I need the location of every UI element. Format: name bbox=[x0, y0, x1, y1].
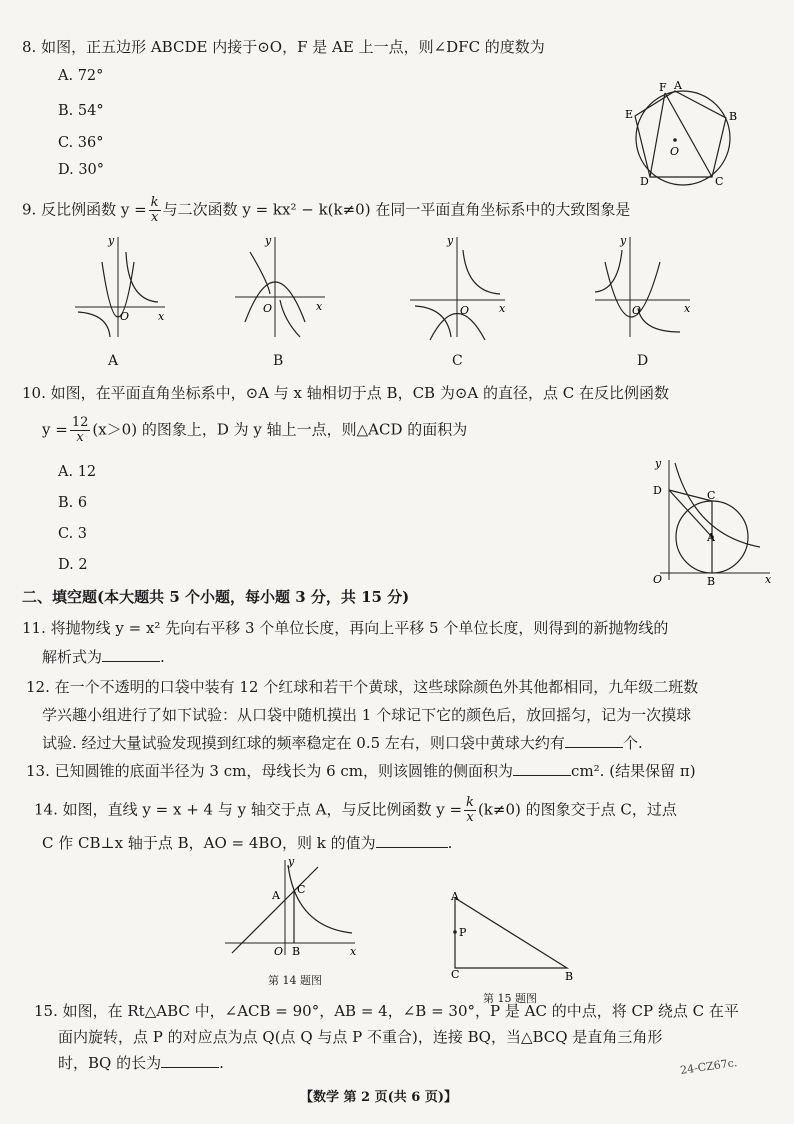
section-fill-in-heading: 二、填空题(本大题共 5 个小题，每小题 3 分，共 15 分) bbox=[22, 588, 410, 606]
q15-line2: 面内旋转，点 P 的对应点为点 Q(点 Q 与点 P 不重合)，连接 BQ，当△BCQ 是直角三角形 bbox=[58, 1028, 663, 1046]
q9b-axis-y: y bbox=[265, 234, 272, 247]
q12-answer-blank[interactable] bbox=[565, 733, 623, 748]
q9-fraction bbox=[149, 196, 161, 225]
q15-label-b: B bbox=[565, 970, 574, 983]
q9-graph-c bbox=[405, 232, 515, 342]
q10-label-d: D bbox=[653, 484, 662, 497]
q14-line1-post: (k≠0) 的图象交于点 C，过点 bbox=[477, 800, 677, 819]
q13-unit: cm². (结果保留 π) bbox=[571, 762, 696, 780]
q15-line1: 15. 如图，在 Rt△ABC 中，∠ACB = 90°，AB = 4，∠B = 30°，P 是 AC 的中点，将 CP 绕点 C 在平 bbox=[34, 1002, 739, 1020]
q13-answer-blank[interactable] bbox=[513, 761, 571, 776]
q12-line3-end: 个. bbox=[622, 734, 643, 752]
q9-label-d: D bbox=[637, 353, 649, 369]
q9d-origin: O bbox=[632, 304, 642, 317]
q8-label-a: A bbox=[674, 79, 682, 92]
q15-figure bbox=[445, 890, 585, 983]
q10-label-o: O bbox=[653, 573, 663, 586]
q9-graph-b bbox=[230, 232, 330, 342]
q14-answer-blank[interactable] bbox=[376, 833, 448, 848]
q12-line3-text: 试验. 经过大量试验发现摸到红球的频率稳定在 0.5 左右，则口袋中黄球大约有 bbox=[42, 734, 565, 752]
q14-label-b: B bbox=[292, 945, 301, 958]
q8-label-e: E bbox=[625, 108, 634, 121]
q14-figure bbox=[220, 855, 360, 960]
q14-label-o: O bbox=[274, 945, 284, 958]
q15-line3 bbox=[58, 1052, 224, 1074]
q9d-axis-x: x bbox=[684, 302, 691, 315]
q9-label-a: A bbox=[108, 353, 119, 369]
q10-figure bbox=[645, 455, 780, 588]
q9-label-b: B bbox=[273, 353, 284, 369]
q11-line2-text: 解析式为 bbox=[42, 648, 103, 666]
q14-label-x: x bbox=[350, 945, 357, 958]
q11-line2-end: . bbox=[160, 648, 165, 666]
q9-stem-post: 与二次函数 y = kx² − k(k≠0) 在同一平面直角坐标系中的大致图象是 bbox=[162, 200, 631, 219]
q14-fraction bbox=[464, 796, 476, 825]
q9b-origin: O bbox=[263, 302, 273, 315]
q10-fraction bbox=[70, 416, 91, 445]
q10-option-b: B. 6 bbox=[58, 495, 88, 511]
q8-stem: 8. 如图，正五边形 ABCDE 内接于⊙O，F 是 AE 上一点，则∠DFC 的度数为 bbox=[22, 38, 545, 56]
q12-line2: 学兴趣小组进行了如下试验：从口袋中随机摸出 1 个球记下它的颜色后，放回摇匀，记为一次摸球 bbox=[42, 706, 692, 724]
q10-label-a: A bbox=[707, 531, 715, 544]
q8-option-c: C. 36° bbox=[58, 135, 104, 151]
q9-label-c: C bbox=[452, 353, 463, 369]
q15-label-a: A bbox=[451, 890, 459, 903]
q15-line3-text: 时，BQ 的长为 bbox=[58, 1054, 162, 1072]
q9a-axis-y: y bbox=[108, 234, 115, 247]
page-footer: 【数学 第 2 页(共 6 页)】 bbox=[300, 1090, 458, 1105]
q11-answer-blank[interactable] bbox=[102, 647, 160, 662]
q12-line1: 12. 在一个不透明的口袋中装有 12 个红球和若干个黄球，这些球除颜色外其他都相同，九年级二班数 bbox=[26, 678, 699, 696]
q10-option-d: D. 2 bbox=[58, 557, 88, 573]
q8-option-d: D. 30° bbox=[58, 162, 105, 178]
q9-graph-a bbox=[70, 232, 170, 342]
q14-line2 bbox=[42, 832, 452, 854]
q14-caption: 第 14 题图 bbox=[268, 974, 322, 987]
q8-option-a: A. 72° bbox=[58, 68, 104, 84]
q15-line3-end: . bbox=[219, 1054, 224, 1072]
q10-frac-den: x bbox=[76, 430, 84, 445]
q10-label-x: x bbox=[765, 573, 772, 586]
q15-caption: 第 15 题图 bbox=[483, 992, 537, 1005]
q8-label-b: B bbox=[729, 110, 738, 123]
q9-stem bbox=[22, 196, 630, 225]
q15-label-p: P bbox=[459, 926, 467, 939]
q14-label-a: A bbox=[272, 889, 280, 902]
q8-label-f: F bbox=[659, 81, 667, 94]
q8-option-b: B. 54° bbox=[58, 103, 104, 119]
q15-label-c: C bbox=[451, 968, 460, 981]
q10-label-c: C bbox=[707, 489, 716, 502]
q11-line2 bbox=[42, 646, 165, 668]
q10-line2 bbox=[42, 416, 467, 445]
q9a-origin: O bbox=[120, 310, 130, 323]
q14-label-y: y bbox=[288, 855, 295, 868]
q10-label-b: B bbox=[707, 575, 716, 588]
q14-line2-end: . bbox=[447, 834, 453, 852]
q11-line1: 11. 将抛物线 y = x² 先向右平移 3 个单位长度，再向上平移 5 个单位长度，则得到的新抛物线的 bbox=[22, 619, 669, 637]
q8-figure bbox=[620, 78, 750, 188]
q9-frac-den: x bbox=[150, 210, 159, 225]
q14-line1-pre: 14. 如图，直线 y = x + 4 与 y 轴交于点 A，与反比例函数 y = bbox=[34, 800, 463, 819]
q14-line1 bbox=[34, 796, 677, 825]
q9d-axis-y: y bbox=[620, 234, 627, 247]
q10-line2-pre: y = bbox=[42, 420, 68, 439]
q12-line3 bbox=[42, 732, 643, 754]
q10-option-a: A. 12 bbox=[58, 464, 97, 480]
q9c-origin: O bbox=[460, 304, 470, 317]
q14-frac-num: k bbox=[466, 795, 474, 810]
q9c-axis-x: x bbox=[499, 302, 506, 315]
q9c-axis-y: y bbox=[447, 234, 454, 247]
exam-code: 24-CZ67c. bbox=[679, 1056, 739, 1077]
q9b-axis-x: x bbox=[316, 300, 323, 313]
q15-answer-blank[interactable] bbox=[161, 1053, 219, 1068]
q14-label-c: C bbox=[297, 883, 306, 896]
q9-frac-num: k bbox=[150, 195, 159, 210]
q8-label-d: D bbox=[640, 175, 649, 188]
q9-stem-pre: 9. 反比例函数 y = bbox=[22, 200, 147, 219]
q13-line bbox=[26, 760, 696, 782]
q8-label-o: O bbox=[670, 145, 680, 158]
q8-label-c: C bbox=[715, 175, 724, 188]
q10-line2-post: (x＞0) 的图象上，D 为 y 轴上一点，则△ACD 的面积为 bbox=[92, 420, 468, 439]
q13-text: 13. 已知圆锥的底面半径为 3 cm，母线长为 6 cm，则该圆锥的侧面积为 bbox=[26, 762, 514, 780]
q10-option-c: C. 3 bbox=[58, 526, 88, 542]
q9-graph-d bbox=[590, 232, 700, 342]
q14-line2-text: C 作 CB⊥x 轴于点 B，AO = 4BO，则 k 的值为 bbox=[42, 834, 376, 852]
q9a-axis-x: x bbox=[158, 310, 165, 323]
q10-frac-num: 12 bbox=[71, 415, 89, 430]
q14-frac-den: x bbox=[466, 810, 474, 825]
q10-stem: 10. 如图，在平面直角坐标系中，⊙A 与 x 轴相切于点 B，CB 为⊙A 的直径，点 C 在反比例函数 bbox=[22, 384, 670, 402]
q10-label-y: y bbox=[655, 457, 662, 470]
